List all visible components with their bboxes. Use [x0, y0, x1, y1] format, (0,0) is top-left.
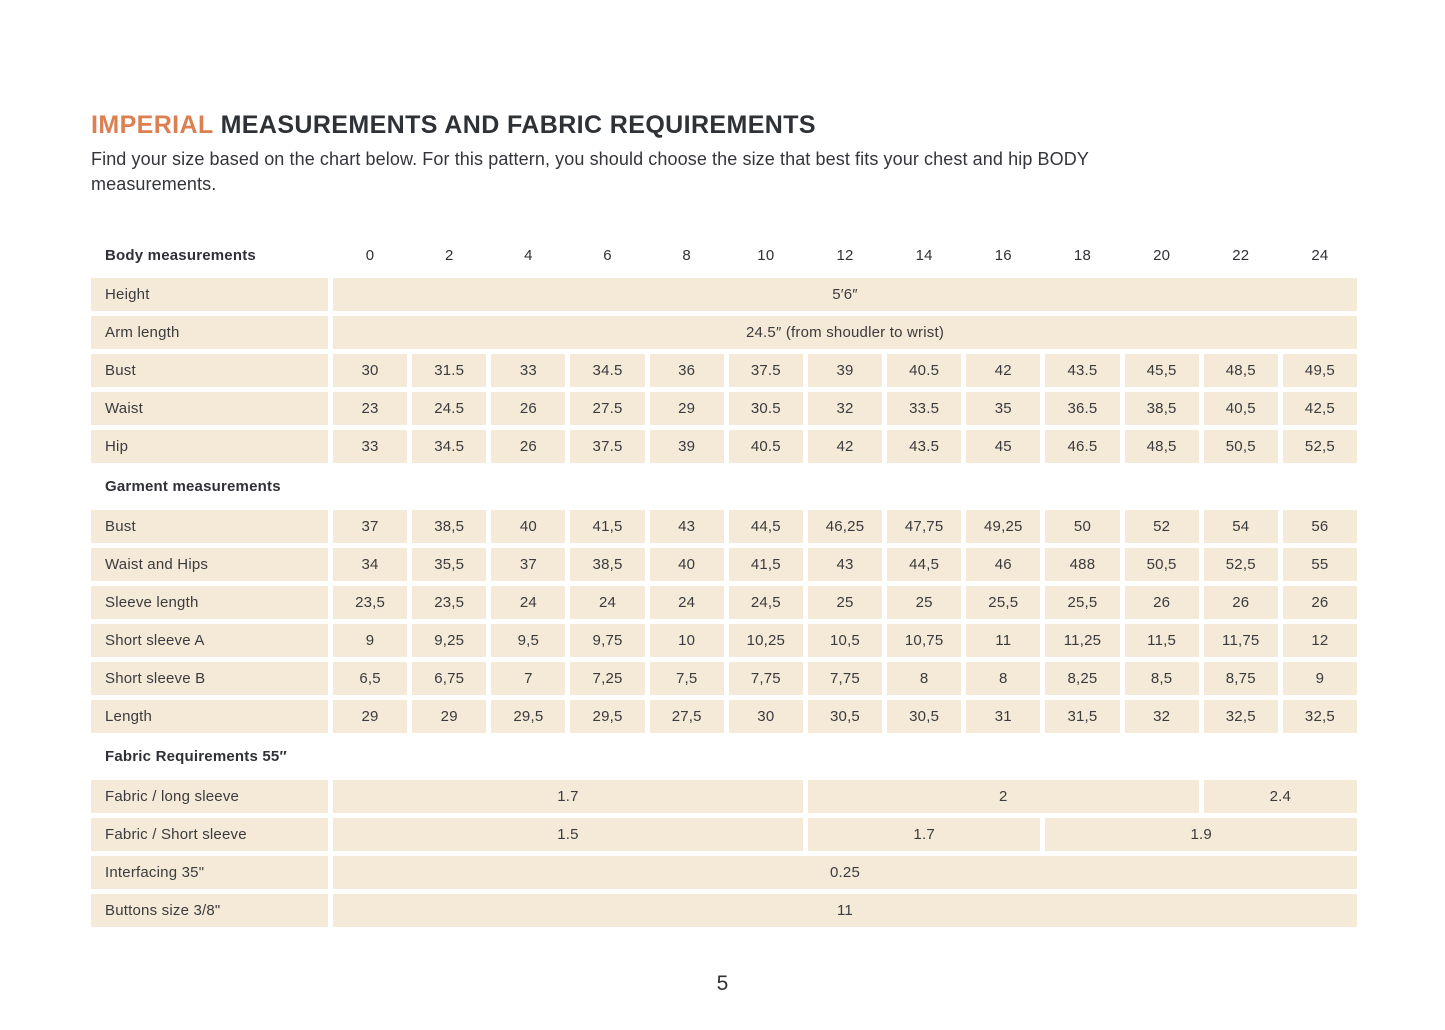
measurement-cell: 32,5 [1204, 700, 1278, 733]
measurement-cell: 29 [333, 700, 407, 733]
measurement-cell: 44,5 [729, 510, 803, 543]
measurement-cell: 30,5 [808, 700, 882, 733]
table-row [91, 894, 1357, 927]
size-chart-table [91, 242, 1357, 927]
measurement-cell: 50,5 [1125, 548, 1199, 581]
measurement-cell: 1.9 [1045, 818, 1357, 851]
measurement-cell: 43.5 [887, 430, 961, 463]
measurement-cell: 26 [491, 430, 565, 463]
measurement-cell: 38,5 [1125, 392, 1199, 425]
row-label: Sleeve length [91, 586, 328, 619]
measurement-cell: 6,75 [412, 662, 486, 695]
table-row [91, 242, 1357, 269]
measurement-cell: 31 [966, 700, 1040, 733]
measurement-cell: 11,5 [1125, 624, 1199, 657]
measurement-cell: 36.5 [1045, 392, 1119, 425]
measurement-cell: 37.5 [729, 354, 803, 387]
measurement-cell: 11,25 [1045, 624, 1119, 657]
measurement-cell: 42 [808, 430, 882, 463]
measurement-cell: 29 [650, 392, 724, 425]
measurement-cell: 23,5 [412, 586, 486, 619]
measurement-cell: 31,5 [1045, 700, 1119, 733]
table-row [91, 856, 1357, 889]
measurement-cell: 35 [966, 392, 1040, 425]
measurement-cell: 2 [808, 780, 1199, 813]
measurement-cell: 37 [491, 548, 565, 581]
measurement-cell: 31.5 [412, 354, 486, 387]
measurement-cell: 50,5 [1204, 430, 1278, 463]
table-row [91, 392, 1357, 425]
measurement-cell: 38,5 [570, 548, 644, 581]
measurement-cell: 27.5 [570, 392, 644, 425]
measurement-cell: 11,75 [1204, 624, 1278, 657]
measurement-cell: 34.5 [570, 354, 644, 387]
measurement-cell: 7,25 [570, 662, 644, 695]
measurement-cell: 9,5 [491, 624, 565, 657]
measurement-cell: 52 [1125, 510, 1199, 543]
measurement-cell: 1.5 [333, 818, 803, 851]
measurement-cell: 49,5 [1283, 354, 1357, 387]
section-header-row [91, 738, 1357, 775]
row-label: Short sleeve B [91, 662, 328, 695]
measurement-cell: 12 [1283, 624, 1357, 657]
table-row [91, 818, 1357, 851]
measurement-cell: 43.5 [1045, 354, 1119, 387]
measurement-cell: 48,5 [1125, 430, 1199, 463]
page-number: 5 [716, 972, 729, 995]
size-column-header: 0 [365, 246, 375, 264]
size-column-header: 24 [1311, 246, 1329, 264]
measurement-cell: 24 [650, 586, 724, 619]
row-label: Buttons size 3/8" [91, 894, 328, 927]
row-label: Arm length [91, 316, 328, 349]
measurement-cell: 1.7 [333, 780, 803, 813]
measurement-cell: 39 [650, 430, 724, 463]
measurement-cell: 7 [491, 662, 565, 695]
measurement-cell: 11 [333, 894, 1357, 927]
measurement-cell: 24 [491, 586, 565, 619]
measurement-cell: 25 [808, 586, 882, 619]
measurement-cell: 37 [333, 510, 407, 543]
measurement-cell: 7,75 [808, 662, 882, 695]
measurement-cell: 41,5 [729, 548, 803, 581]
measurement-cell: 25 [887, 586, 961, 619]
row-label: Interfacing 35" [91, 856, 328, 889]
measurement-cell: 30.5 [729, 392, 803, 425]
measurement-cell: 6,5 [333, 662, 407, 695]
measurement-cell: 29,5 [491, 700, 565, 733]
row-label: Fabric Requirements 55″ [105, 747, 287, 765]
size-column-header: 6 [603, 246, 612, 264]
measurement-cell: 34.5 [412, 430, 486, 463]
measurement-cell: 27,5 [650, 700, 724, 733]
row-label: Length [91, 700, 328, 733]
measurement-cell: 8,5 [1125, 662, 1199, 695]
intro-line-2: measurements. [91, 174, 217, 195]
measurement-cell: 33 [333, 430, 407, 463]
measurement-cell: 2.4 [1204, 780, 1357, 813]
measurement-cell: 42 [966, 354, 1040, 387]
measurement-cell: 30 [333, 354, 407, 387]
row-label: Waist [91, 392, 328, 425]
size-column-header: 12 [836, 246, 854, 264]
measurement-cell: 36 [650, 354, 724, 387]
size-column-header: 8 [682, 246, 691, 264]
row-label: Waist and Hips [91, 548, 328, 581]
measurement-cell: 33.5 [887, 392, 961, 425]
size-column-header: 16 [994, 246, 1012, 264]
size-column-header: 22 [1232, 246, 1250, 264]
measurement-cell: 23 [333, 392, 407, 425]
measurement-cell: 24.5 [412, 392, 486, 425]
measurement-cell: 45 [966, 430, 1040, 463]
table-row [91, 430, 1357, 463]
measurement-cell: 49,25 [966, 510, 1040, 543]
measurement-cell: 26 [1125, 586, 1199, 619]
size-column-header: 20 [1153, 246, 1171, 264]
measurement-cell: 10 [650, 624, 724, 657]
page-title-accent: IMPERIAL [91, 111, 214, 139]
row-label: Bust [91, 354, 328, 387]
measurement-cell: 54 [1204, 510, 1278, 543]
measurement-cell: 30,5 [887, 700, 961, 733]
intro-line-1: Find your size based on the chart below. For this pattern, you should choose the size that best fits your chest and hip BODY [91, 148, 1089, 169]
measurement-cell: 26 [1283, 586, 1357, 619]
measurement-cell: 43 [808, 548, 882, 581]
row-label: Height [91, 278, 328, 311]
row-label: Hip [91, 430, 328, 463]
row-label: Short sleeve A [91, 624, 328, 657]
measurement-cell: 26 [491, 392, 565, 425]
table-row [91, 700, 1357, 733]
measurement-cell: 56 [1283, 510, 1357, 543]
measurement-cell: 47,75 [887, 510, 961, 543]
measurement-cell: 50 [1045, 510, 1119, 543]
table-row [91, 548, 1357, 581]
measurement-cell: 40.5 [887, 354, 961, 387]
measurement-cell: 9,75 [570, 624, 644, 657]
measurement-cell: 7,75 [729, 662, 803, 695]
measurement-cell: 0.25 [333, 856, 1357, 889]
measurement-cell: 23,5 [333, 586, 407, 619]
measurement-cell: 34 [333, 548, 407, 581]
measurement-cell: 7,5 [650, 662, 724, 695]
measurement-cell: 32,5 [1283, 700, 1357, 733]
measurement-cell: 40,5 [1204, 392, 1278, 425]
measurement-cell: 29 [412, 700, 486, 733]
measurement-cell: 39 [808, 354, 882, 387]
measurement-cell: 9,25 [412, 624, 486, 657]
page-title [91, 112, 1357, 140]
table-row [91, 780, 1357, 813]
row-label: Garment measurements [105, 477, 281, 495]
intro-text [91, 147, 1357, 198]
measurement-cell: 9 [333, 624, 407, 657]
measurement-cell: 8 [887, 662, 961, 695]
measurement-cell: 41,5 [570, 510, 644, 543]
measurement-cell: 8,25 [1045, 662, 1119, 695]
measurement-cell: 33 [491, 354, 565, 387]
table-row [91, 662, 1357, 695]
measurement-cell: 40 [650, 548, 724, 581]
measurement-cell: 10,75 [887, 624, 961, 657]
measurement-cell: 40.5 [729, 430, 803, 463]
size-column-header: 18 [1073, 246, 1091, 264]
measurement-cell: 46,25 [808, 510, 882, 543]
measurement-cell: 55 [1283, 548, 1357, 581]
measurement-cell: 10,5 [808, 624, 882, 657]
measurement-cell: 26 [1204, 586, 1278, 619]
measurement-cell: 46.5 [1045, 430, 1119, 463]
size-column-header: 10 [757, 246, 775, 264]
measurement-cell: 48,5 [1204, 354, 1278, 387]
measurement-cell: 5′6″ [333, 278, 1357, 311]
table-row [91, 278, 1357, 311]
page-title-rest: MEASUREMENTS AND FABRIC REQUIREMENTS [220, 111, 817, 139]
measurement-cell: 52,5 [1204, 548, 1278, 581]
measurement-cell: 25,5 [1045, 586, 1119, 619]
table-row [91, 354, 1357, 387]
measurement-cell: 38,5 [412, 510, 486, 543]
table-row [91, 510, 1357, 543]
measurement-cell: 35,5 [412, 548, 486, 581]
measurement-cell: 29,5 [570, 700, 644, 733]
measurement-cell: 8,75 [1204, 662, 1278, 695]
measurement-cell: 52,5 [1283, 430, 1357, 463]
measurement-cell: 10,25 [729, 624, 803, 657]
measurement-cell: 32 [1125, 700, 1199, 733]
measurement-cell: 32 [808, 392, 882, 425]
row-label: Fabric / Short sleeve [91, 818, 328, 851]
table-row [91, 316, 1357, 349]
measurement-cell: 45,5 [1125, 354, 1199, 387]
table-row [91, 586, 1357, 619]
measurement-cell: 37.5 [570, 430, 644, 463]
measurement-cell: 24 [570, 586, 644, 619]
table-row [91, 624, 1357, 657]
section-header-row [91, 468, 1357, 505]
measurement-cell: 40 [491, 510, 565, 543]
measurement-cell: 30 [729, 700, 803, 733]
measurement-cell: 1.7 [808, 818, 1040, 851]
measurement-cell: 11 [966, 624, 1040, 657]
measurement-cell: 9 [1283, 662, 1357, 695]
row-label: Bust [91, 510, 328, 543]
measurement-cell: 8 [966, 662, 1040, 695]
size-column-header: 2 [444, 246, 454, 264]
measurement-cell: 42,5 [1283, 392, 1357, 425]
measurement-cell: 24.5″ (from shoudler to wrist) [333, 316, 1357, 349]
measurement-cell: 46 [966, 548, 1040, 581]
measurement-cell: 44,5 [887, 548, 961, 581]
size-column-header: 4 [524, 246, 533, 264]
measurement-cell: 43 [650, 510, 724, 543]
row-label: Fabric / long sleeve [91, 780, 328, 813]
measurement-cell: 488 [1045, 548, 1119, 581]
measurement-cell: 24,5 [729, 586, 803, 619]
row-label: Body measurements [105, 246, 256, 264]
measurement-cell: 25,5 [966, 586, 1040, 619]
size-column-header: 14 [915, 246, 933, 264]
